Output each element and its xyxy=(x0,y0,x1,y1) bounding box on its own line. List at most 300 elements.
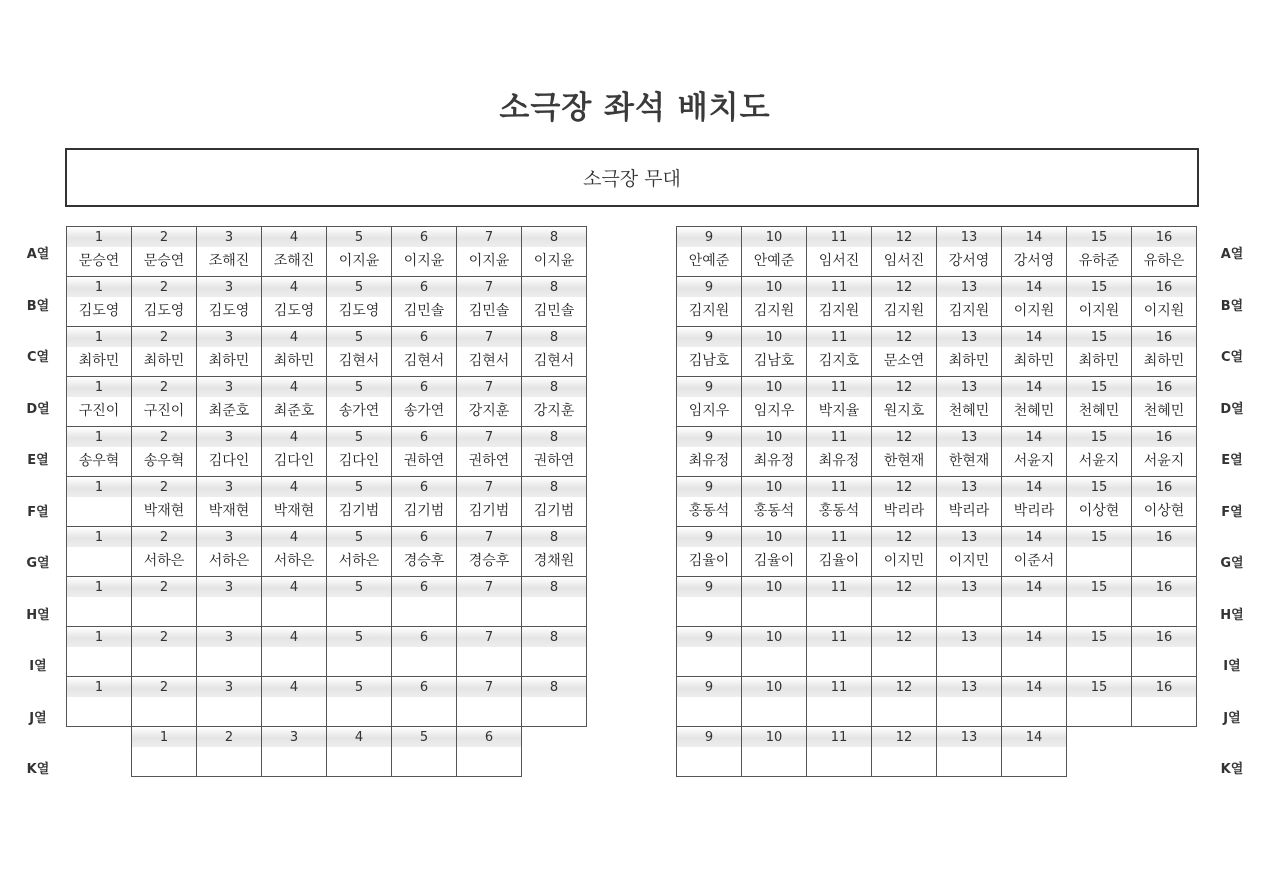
seat-cell[interactable] xyxy=(1002,727,1067,777)
seat-cell[interactable] xyxy=(742,277,807,327)
seat-number: 14 xyxy=(1002,627,1066,647)
seat-cell[interactable] xyxy=(1132,527,1197,577)
seat-cell[interactable] xyxy=(1132,627,1197,677)
seat-holder-name xyxy=(522,597,586,626)
seat-holder-name: 김남호 xyxy=(688,353,730,369)
seat-holder-name: 최유정 xyxy=(818,453,860,469)
seat-cell[interactable] xyxy=(742,577,807,627)
seat-cell[interactable] xyxy=(677,377,742,427)
seat-cell[interactable] xyxy=(67,627,132,677)
seat-holder-name xyxy=(67,697,131,726)
seat-cell[interactable] xyxy=(872,277,937,327)
seat-cell[interactable] xyxy=(327,377,392,427)
seat-cell[interactable] xyxy=(67,577,132,627)
seat-cell[interactable] xyxy=(262,477,327,527)
seat-cell[interactable] xyxy=(457,527,522,577)
seat-cell[interactable] xyxy=(197,277,262,327)
seat-cell[interactable] xyxy=(392,327,457,377)
seat-holder-name xyxy=(742,697,806,726)
stage-box xyxy=(65,148,1199,207)
seat-cell[interactable] xyxy=(197,377,262,427)
seat-cell[interactable] xyxy=(807,577,872,627)
seat-row xyxy=(67,727,587,777)
seat-cell[interactable] xyxy=(262,627,327,677)
seat-holder-name xyxy=(937,697,1001,726)
seat-cell[interactable] xyxy=(327,327,392,377)
seat-number: 13 xyxy=(937,627,1001,647)
seat-holder-name: 최하민 xyxy=(948,353,990,369)
seat-cell[interactable] xyxy=(457,427,522,477)
seat-number: 5 xyxy=(327,477,391,497)
seat-cell[interactable] xyxy=(522,527,587,577)
seat-holder-name xyxy=(132,647,196,676)
seat-cell[interactable] xyxy=(807,527,872,577)
seat-cell[interactable] xyxy=(1067,527,1132,577)
seat-cell[interactable] xyxy=(1002,427,1067,477)
seat-cell[interactable] xyxy=(262,677,327,727)
seat-number: 12 xyxy=(872,277,936,297)
seat-number: 4 xyxy=(262,577,326,597)
seat-number: 8 xyxy=(522,227,586,247)
seat-cell[interactable] xyxy=(132,377,197,427)
seat-cell[interactable] xyxy=(1132,477,1197,527)
seat-cell[interactable] xyxy=(677,327,742,377)
seat-cell[interactable] xyxy=(872,227,937,277)
seat-cell[interactable] xyxy=(132,677,197,727)
seat-holder-name: 이지원 xyxy=(1013,303,1055,319)
seat-holder-name xyxy=(327,647,391,676)
seat-cell[interactable] xyxy=(1067,577,1132,627)
seat-number: 3 xyxy=(262,727,326,747)
seat-cell[interactable] xyxy=(67,227,132,277)
seat-number: 4 xyxy=(262,327,326,347)
seat-holder-name: 최준호 xyxy=(273,403,315,419)
seat-number: 14 xyxy=(1002,577,1066,597)
seat-cell[interactable] xyxy=(67,327,132,377)
seat-holder-name xyxy=(262,647,326,676)
seat-cell[interactable] xyxy=(392,727,457,777)
seat-cell[interactable] xyxy=(262,377,327,427)
seat-holder-name: 김도영 xyxy=(208,303,250,319)
seat-cell[interactable] xyxy=(1002,627,1067,677)
empty-space xyxy=(1067,727,1132,777)
seat-cell[interactable] xyxy=(67,477,132,527)
seat-number: 9 xyxy=(677,677,741,697)
seat-number: 2 xyxy=(132,627,196,647)
seat-cell[interactable] xyxy=(67,677,132,727)
seat-cell[interactable] xyxy=(457,277,522,327)
seat-holder-name xyxy=(1132,647,1196,676)
seat-cell[interactable] xyxy=(262,277,327,327)
seat-number: 10 xyxy=(742,427,806,447)
seat-cell[interactable] xyxy=(327,627,392,677)
seat-cell[interactable] xyxy=(1002,677,1067,727)
seat-holder-name: 안예준 xyxy=(688,253,730,269)
seat-cell[interactable] xyxy=(327,227,392,277)
seat-cell[interactable] xyxy=(132,627,197,677)
seat-row xyxy=(677,727,1197,777)
seat-holder-name: 김율이 xyxy=(753,553,795,569)
seat-holder-name: 이지윤 xyxy=(468,253,510,269)
seat-number: 8 xyxy=(522,377,586,397)
seat-number: 7 xyxy=(457,227,521,247)
seat-cell[interactable] xyxy=(1002,577,1067,627)
seat-number: 5 xyxy=(327,277,391,297)
seat-cell[interactable] xyxy=(1067,227,1132,277)
seat-cell[interactable] xyxy=(937,677,1002,727)
seat-holder-name: 강지훈 xyxy=(533,403,575,419)
seat-cell[interactable] xyxy=(937,277,1002,327)
seat-cell[interactable] xyxy=(197,627,262,677)
seat-number: 7 xyxy=(457,477,521,497)
seat-cell[interactable] xyxy=(132,527,197,577)
seat-number: 7 xyxy=(457,577,521,597)
seat-number: 12 xyxy=(872,227,936,247)
seat-cell[interactable] xyxy=(1002,227,1067,277)
seat-number: 10 xyxy=(742,527,806,547)
seat-cell[interactable] xyxy=(742,627,807,677)
seat-cell[interactable] xyxy=(872,377,937,427)
seat-holder-name: 천혜민 xyxy=(948,403,990,419)
row-label: G열 xyxy=(1220,556,1244,571)
seat-holder-name: 조해진 xyxy=(273,253,315,269)
empty-space xyxy=(67,727,132,777)
seat-cell[interactable] xyxy=(1002,377,1067,427)
seat-number: 6 xyxy=(392,677,456,697)
seat-cell[interactable] xyxy=(1067,427,1132,477)
seat-holder-name: 김지원 xyxy=(883,303,925,319)
seat-cell[interactable] xyxy=(1132,677,1197,727)
seat-cell[interactable] xyxy=(1067,477,1132,527)
seat-number: 10 xyxy=(742,577,806,597)
seat-cell[interactable] xyxy=(327,277,392,327)
seat-number: 12 xyxy=(872,577,936,597)
seat-number: 3 xyxy=(197,527,261,547)
seat-cell[interactable] xyxy=(197,577,262,627)
seat-holder-name: 서하은 xyxy=(208,553,250,569)
seat-cell[interactable] xyxy=(197,677,262,727)
seat-holder-name: 송가연 xyxy=(338,403,380,419)
seat-cell[interactable] xyxy=(937,477,1002,527)
seat-number: 8 xyxy=(522,477,586,497)
seat-holder-name xyxy=(67,547,131,576)
seat-number: 8 xyxy=(522,627,586,647)
seat-cell[interactable] xyxy=(197,477,262,527)
seat-cell[interactable] xyxy=(1067,277,1132,327)
seat-cell[interactable] xyxy=(807,477,872,527)
seat-number: 3 xyxy=(197,477,261,497)
seat-cell[interactable] xyxy=(742,527,807,577)
row-label: B열 xyxy=(1220,298,1244,314)
seat-number: 11 xyxy=(807,527,871,547)
seat-cell[interactable] xyxy=(457,327,522,377)
seat-cell[interactable] xyxy=(872,527,937,577)
seat-cell[interactable] xyxy=(742,727,807,777)
row-label: A열 xyxy=(26,247,50,262)
seat-number: 4 xyxy=(262,527,326,547)
seat-cell[interactable] xyxy=(937,627,1002,677)
seat-cell[interactable] xyxy=(742,427,807,477)
seat-cell[interactable] xyxy=(1002,327,1067,377)
seat-holder-name: 유하은 xyxy=(1143,253,1185,269)
seat-cell[interactable] xyxy=(1002,527,1067,577)
seat-number: 8 xyxy=(522,427,586,447)
seat-cell[interactable] xyxy=(1067,327,1132,377)
seat-number: 1 xyxy=(132,727,196,747)
seat-cell[interactable] xyxy=(457,227,522,277)
seat-cell[interactable] xyxy=(807,427,872,477)
seat-cell[interactable] xyxy=(327,577,392,627)
seat-cell[interactable] xyxy=(1067,377,1132,427)
seat-cell[interactable] xyxy=(132,427,197,477)
seat-cell[interactable] xyxy=(132,727,197,777)
seat-cell[interactable] xyxy=(807,227,872,277)
seat-number: 16 xyxy=(1132,627,1196,647)
seat-cell[interactable] xyxy=(1132,277,1197,327)
seat-cell[interactable] xyxy=(392,677,457,727)
seat-holder-name xyxy=(872,697,936,726)
seat-cell[interactable] xyxy=(457,577,522,627)
seat-cell[interactable] xyxy=(132,477,197,527)
seat-cell[interactable] xyxy=(872,727,937,777)
seat-cell[interactable] xyxy=(197,527,262,577)
seat-number: 5 xyxy=(327,577,391,597)
seat-number: 3 xyxy=(197,427,261,447)
seat-cell[interactable] xyxy=(262,227,327,277)
seat-cell[interactable] xyxy=(522,627,587,677)
seat-cell[interactable] xyxy=(392,527,457,577)
seat-cell[interactable] xyxy=(677,277,742,327)
seat-cell[interactable] xyxy=(742,377,807,427)
seat-cell[interactable] xyxy=(807,377,872,427)
seat-number: 2 xyxy=(132,577,196,597)
seat-number: 6 xyxy=(392,277,456,297)
seat-holder-name xyxy=(262,597,326,626)
seat-cell[interactable] xyxy=(132,577,197,627)
seat-holder-name: 김도영 xyxy=(143,303,185,319)
seat-cell[interactable] xyxy=(1132,577,1197,627)
seat-holder-name: 홍동석 xyxy=(688,503,730,519)
seat-cell[interactable] xyxy=(937,577,1002,627)
seat-cell[interactable] xyxy=(327,727,392,777)
seat-cell[interactable] xyxy=(457,377,522,427)
seat-holder-name: 이지원 xyxy=(1078,303,1120,319)
seat-cell[interactable] xyxy=(807,327,872,377)
seat-cell[interactable] xyxy=(67,427,132,477)
seat-cell[interactable] xyxy=(937,527,1002,577)
seat-number: 2 xyxy=(132,477,196,497)
seat-cell[interactable] xyxy=(1067,627,1132,677)
seat-cell[interactable] xyxy=(522,327,587,377)
seat-cell[interactable] xyxy=(262,427,327,477)
seat-number: 5 xyxy=(327,677,391,697)
seat-holder-name: 김남호 xyxy=(753,353,795,369)
seat-cell[interactable] xyxy=(872,477,937,527)
seat-cell[interactable] xyxy=(522,277,587,327)
seat-cell[interactable] xyxy=(132,227,197,277)
seat-cell[interactable] xyxy=(132,327,197,377)
seat-cell[interactable] xyxy=(677,677,742,727)
seat-number: 4 xyxy=(262,427,326,447)
seat-cell[interactable] xyxy=(197,227,262,277)
seat-number: 16 xyxy=(1132,427,1196,447)
seat-row xyxy=(67,527,587,577)
seat-number: 1 xyxy=(67,477,131,497)
seat-number: 2 xyxy=(132,277,196,297)
seat-cell[interactable] xyxy=(1132,427,1197,477)
seat-cell[interactable] xyxy=(677,577,742,627)
row-label: F열 xyxy=(1221,504,1243,520)
seat-number: 14 xyxy=(1002,727,1066,747)
seat-cell[interactable] xyxy=(457,477,522,527)
seat-holder-name: 최하민 xyxy=(1078,353,1120,369)
seat-cell[interactable] xyxy=(262,577,327,627)
seat-number: 9 xyxy=(677,227,741,247)
seat-cell[interactable] xyxy=(392,477,457,527)
seat-cell[interactable] xyxy=(392,277,457,327)
seat-number: 12 xyxy=(872,527,936,547)
seat-number: 12 xyxy=(872,677,936,697)
seat-cell[interactable] xyxy=(522,677,587,727)
seat-row xyxy=(677,327,1197,377)
seat-cell[interactable] xyxy=(1002,477,1067,527)
seat-cell[interactable] xyxy=(197,427,262,477)
seat-cell[interactable] xyxy=(457,677,522,727)
seat-cell[interactable] xyxy=(807,627,872,677)
seat-cell[interactable] xyxy=(522,377,587,427)
seat-cell[interactable] xyxy=(327,677,392,727)
seat-cell[interactable] xyxy=(522,227,587,277)
seat-cell[interactable] xyxy=(742,477,807,527)
seat-cell[interactable] xyxy=(937,327,1002,377)
seat-holder-name: 문승연 xyxy=(143,253,185,269)
seat-cell[interactable] xyxy=(392,627,457,677)
seat-number: 9 xyxy=(677,277,741,297)
row-label: J열 xyxy=(1223,710,1241,726)
seat-number: 6 xyxy=(392,327,456,347)
seat-number: 5 xyxy=(392,727,456,747)
seat-cell[interactable] xyxy=(872,627,937,677)
seat-cell[interactable] xyxy=(327,477,392,527)
seat-cell[interactable] xyxy=(677,727,742,777)
seat-cell[interactable] xyxy=(677,427,742,477)
seat-number: 4 xyxy=(262,277,326,297)
seat-holder-name: 경채원 xyxy=(533,553,575,569)
seat-cell[interactable] xyxy=(327,427,392,477)
seat-number: 5 xyxy=(327,627,391,647)
seat-holder-name xyxy=(67,597,131,626)
seat-cell[interactable] xyxy=(67,377,132,427)
seat-holder-name: 최하민 xyxy=(208,353,250,369)
seat-cell[interactable] xyxy=(937,427,1002,477)
seat-cell[interactable] xyxy=(872,677,937,727)
seat-cell[interactable] xyxy=(872,427,937,477)
seat-holder-name xyxy=(807,747,871,776)
seat-cell[interactable] xyxy=(742,227,807,277)
seat-cell[interactable] xyxy=(1132,377,1197,427)
seat-holder-name xyxy=(327,697,391,726)
seat-cell[interactable] xyxy=(327,527,392,577)
seat-number: 10 xyxy=(742,627,806,647)
seat-cell[interactable] xyxy=(742,677,807,727)
seat-cell[interactable] xyxy=(937,227,1002,277)
seat-cell[interactable] xyxy=(262,527,327,577)
seat-number: 11 xyxy=(807,277,871,297)
seat-holder-name xyxy=(197,597,261,626)
seat-cell[interactable] xyxy=(807,277,872,327)
seat-cell[interactable] xyxy=(522,477,587,527)
seat-cell[interactable] xyxy=(872,327,937,377)
seat-cell[interactable] xyxy=(522,577,587,627)
seat-cell[interactable] xyxy=(1132,227,1197,277)
row-label: G열 xyxy=(26,556,50,571)
seat-holder-name: 김도영 xyxy=(273,303,315,319)
seat-cell[interactable] xyxy=(392,427,457,477)
seat-cell[interactable] xyxy=(392,227,457,277)
seat-cell[interactable] xyxy=(677,477,742,527)
seat-holder-name: 김지호 xyxy=(818,353,860,369)
seat-cell[interactable] xyxy=(392,377,457,427)
seat-cell[interactable] xyxy=(807,677,872,727)
seat-cell[interactable] xyxy=(67,277,132,327)
seat-grid-right xyxy=(676,226,1197,777)
seat-cell[interactable] xyxy=(197,327,262,377)
seat-cell[interactable] xyxy=(457,727,522,777)
seat-holder-name: 경승후 xyxy=(468,553,510,569)
seat-cell[interactable] xyxy=(132,277,197,327)
seat-holder-name: 최유정 xyxy=(688,453,730,469)
row-label: D열 xyxy=(1220,401,1244,417)
seat-holder-name: 홍동석 xyxy=(818,503,860,519)
seat-cell[interactable] xyxy=(742,327,807,377)
seat-cell[interactable] xyxy=(67,527,132,577)
seat-cell[interactable] xyxy=(262,727,327,777)
seat-cell[interactable] xyxy=(262,327,327,377)
seat-cell[interactable] xyxy=(1067,677,1132,727)
seat-holder-name: 강서영 xyxy=(948,253,990,269)
seat-holder-name xyxy=(1067,547,1131,576)
seat-holder-name xyxy=(937,597,1001,626)
seat-cell[interactable] xyxy=(1002,277,1067,327)
seat-number: 10 xyxy=(742,477,806,497)
row-label: K열 xyxy=(1220,762,1244,777)
row-label: E열 xyxy=(1221,453,1243,468)
seat-cell[interactable] xyxy=(937,377,1002,427)
seat-number: 2 xyxy=(132,227,196,247)
seat-holder-name xyxy=(937,647,1001,676)
seat-cell[interactable] xyxy=(522,427,587,477)
seat-cell[interactable] xyxy=(872,577,937,627)
seat-cell[interactable] xyxy=(677,227,742,277)
seat-cell[interactable] xyxy=(807,727,872,777)
seat-cell[interactable] xyxy=(392,577,457,627)
seat-number: 12 xyxy=(872,427,936,447)
seat-cell[interactable] xyxy=(677,527,742,577)
seat-cell[interactable] xyxy=(677,627,742,677)
seat-number: 13 xyxy=(937,577,1001,597)
seat-cell[interactable] xyxy=(197,727,262,777)
seat-holder-name: 송우혁 xyxy=(143,453,185,469)
seat-cell[interactable] xyxy=(457,627,522,677)
row-label: J열 xyxy=(29,710,47,726)
seat-number: 1 xyxy=(67,277,131,297)
seat-holder-name xyxy=(1132,697,1196,726)
seat-cell[interactable] xyxy=(937,727,1002,777)
seat-holder-name xyxy=(937,747,1001,776)
row-label: E열 xyxy=(27,453,49,468)
seat-number: 11 xyxy=(807,627,871,647)
seat-cell[interactable] xyxy=(1132,327,1197,377)
